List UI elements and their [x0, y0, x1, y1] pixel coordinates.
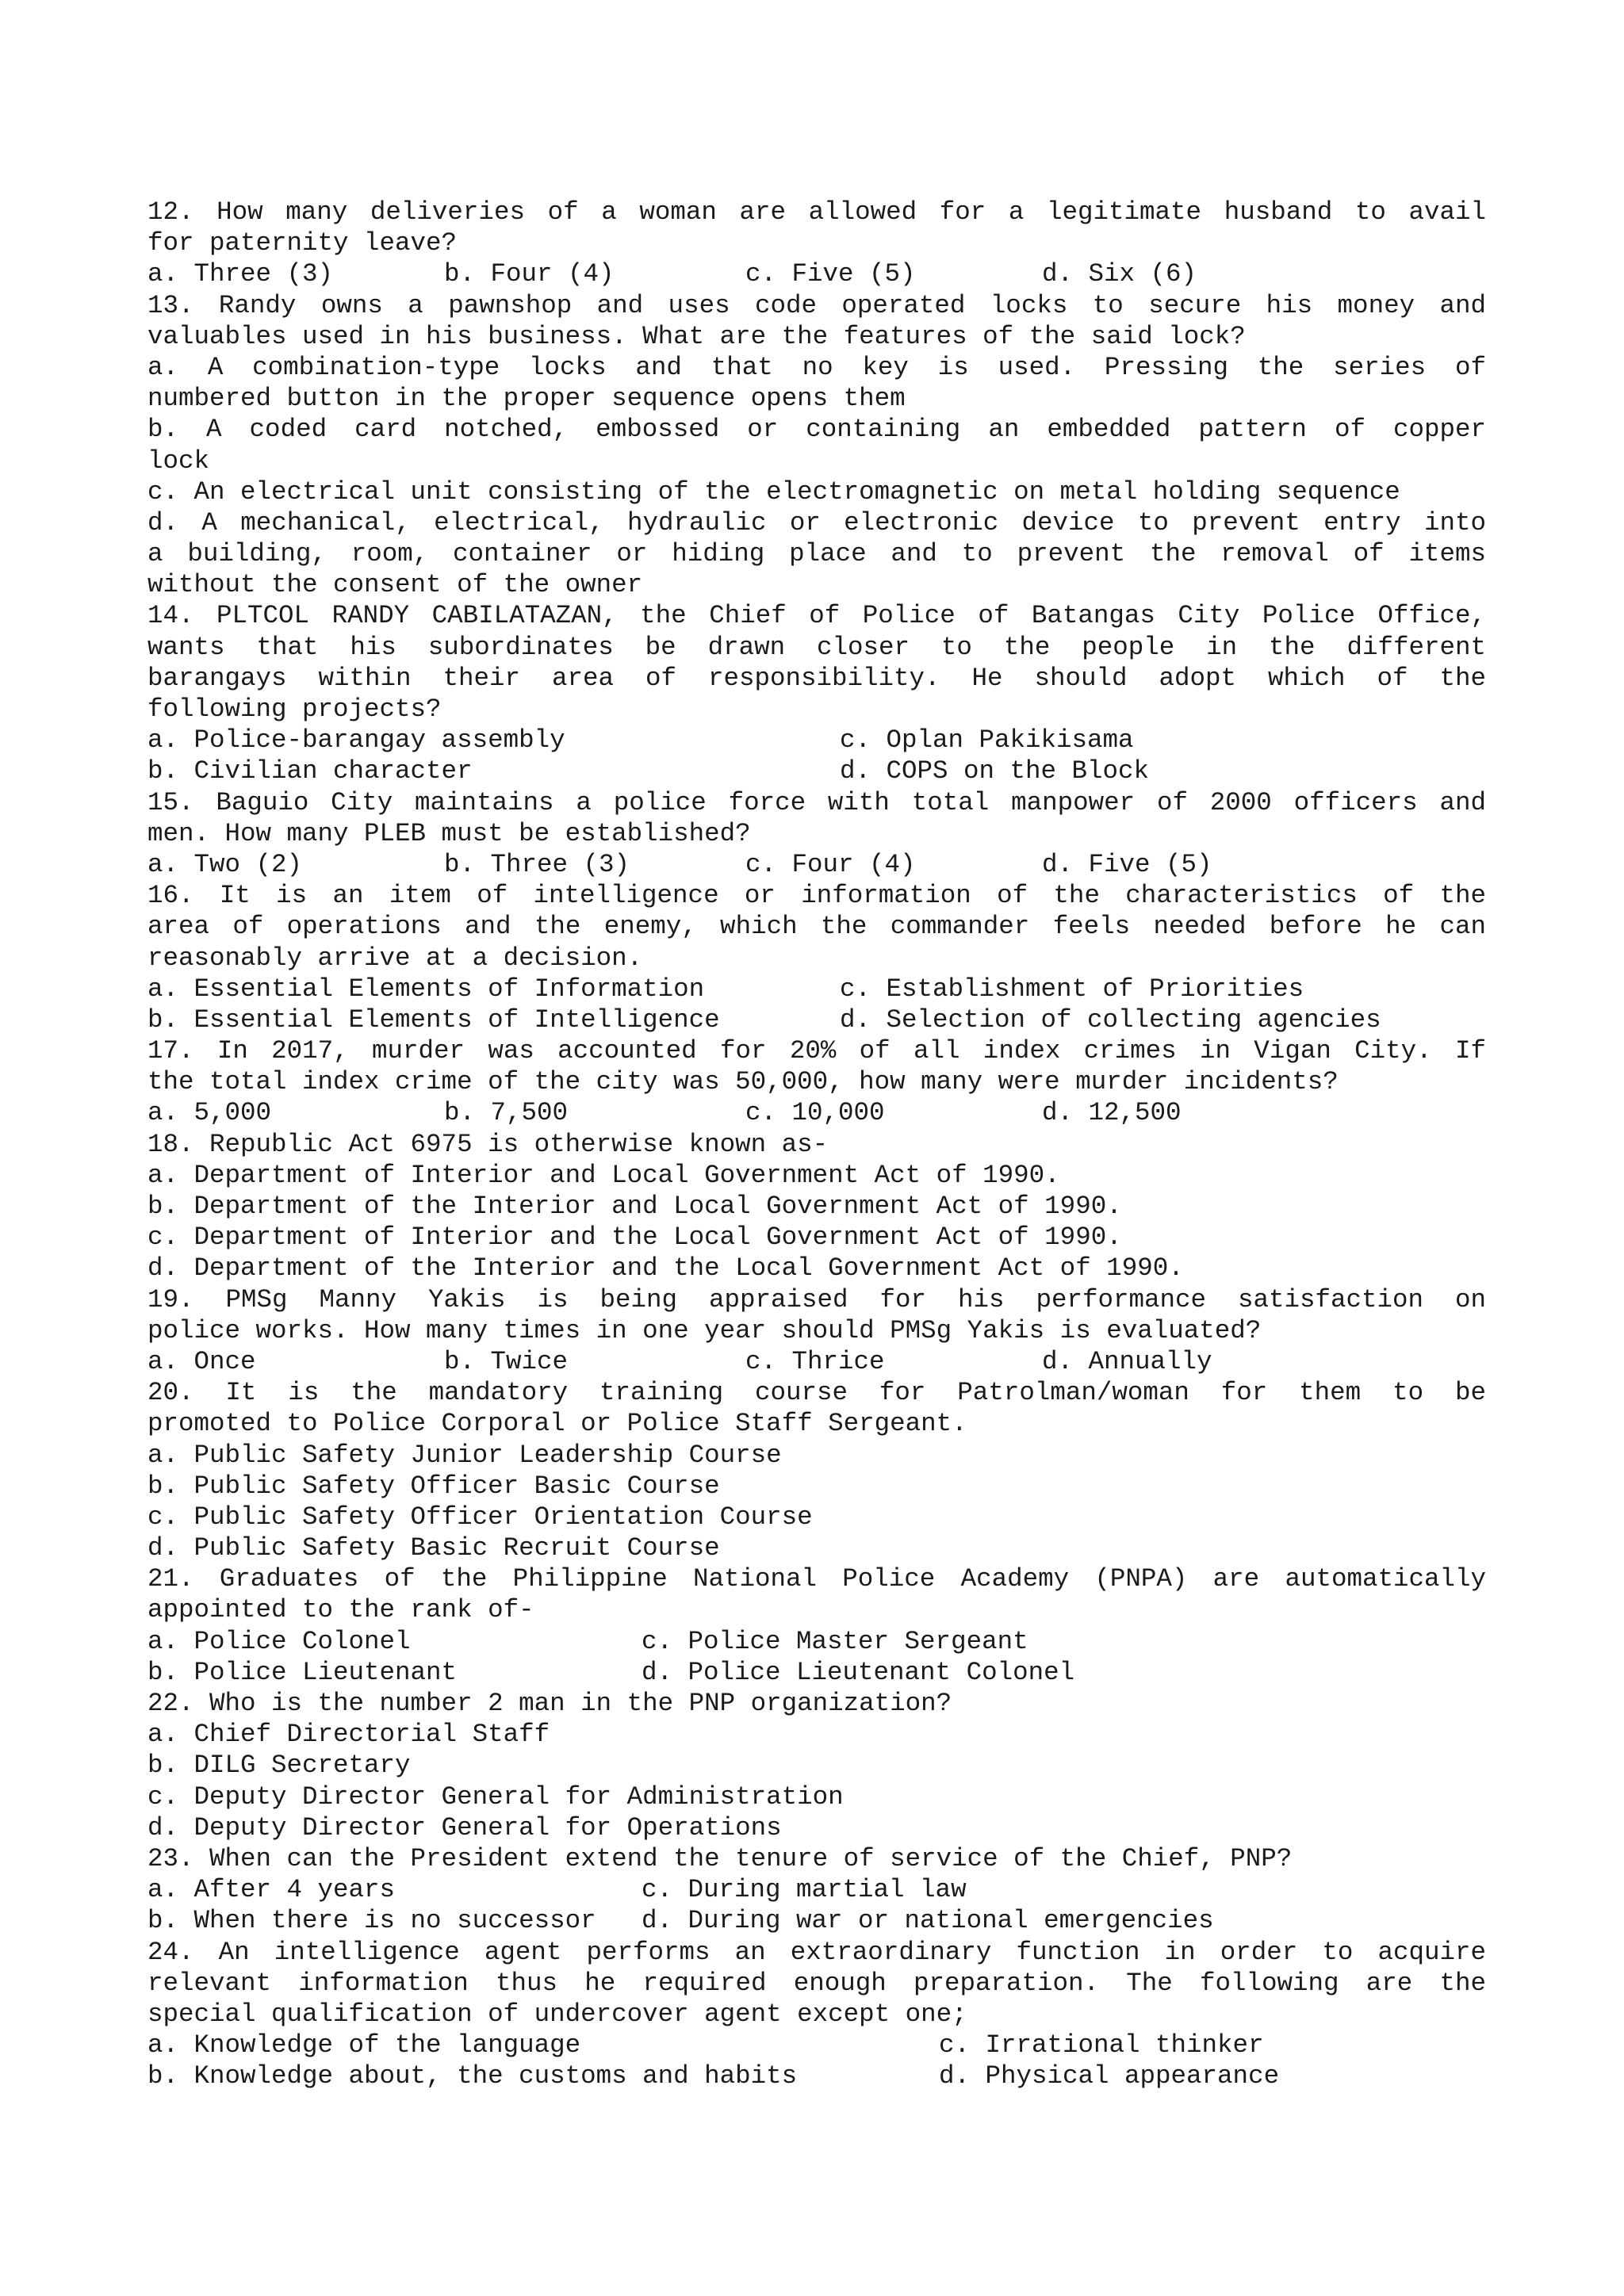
choices-row — [147, 1657, 1486, 1688]
question-12 — [147, 197, 1486, 290]
choice-d: d. Public Safety Basic Recruit Course — [147, 1533, 720, 1563]
question-stem: appointed to the rank of- — [147, 1595, 534, 1625]
choice-c: c. Four (4) — [745, 849, 916, 879]
choice-d: d. COPS on the Block — [840, 756, 1150, 786]
choice-b: b. Essential Elements of Intelligence — [147, 1004, 720, 1035]
choice-b: b. Three (3) — [444, 849, 630, 879]
question-stem: 18. Republic Act 6975 is otherwise known as- — [147, 1129, 829, 1159]
choices-row — [147, 1905, 1486, 1936]
question-24 — [147, 1937, 1486, 2092]
choice-d: d. Deputy Director General for Operations — [147, 1812, 782, 1843]
question-21 — [147, 1563, 1486, 1688]
choices-row — [147, 2061, 1486, 2091]
question-stem: barangays within their area of responsibility. He should adopt which of the — [147, 663, 1486, 693]
choices-row — [147, 1097, 1486, 1128]
choice-d: d. A mechanical, electrical, hydraulic or electronic device to prevent entry into — [147, 507, 1486, 538]
question-14 — [147, 600, 1486, 786]
choice-c: c. Irrational thinker — [939, 2030, 1264, 2061]
choice-c: c. Police Master Sergeant — [642, 1626, 1028, 1656]
question-stem: following projects? — [147, 695, 442, 724]
choice-b: lock — [147, 446, 210, 476]
choice-a: a. Two (2) — [147, 849, 303, 879]
question-stem: 20. It is the mandatory training course for Patrolman/woman for them to be — [147, 1378, 1486, 1408]
question-13 — [147, 290, 1486, 601]
choice-a: a. Chief Directorial Staff — [147, 1720, 550, 1750]
choice-d: d. 12,500 — [1042, 1098, 1182, 1128]
question-stem: 15. Baguio City maintains a police force with total manpower of 2000 officers and — [147, 787, 1486, 817]
choice-b: b. DILG Secretary — [147, 1751, 411, 1781]
question-stem: 13. Randy owns a pawnshop and uses code operated locks to secure his money and — [147, 290, 1486, 320]
question-17 — [147, 1035, 1486, 1129]
choice-d: d. Department of the Interior and the Local Government Act of 1990. — [147, 1253, 1184, 1284]
question-stem: 21. Graduates of the Philippine National Police Academy (PNPA) are automatically — [147, 1564, 1486, 1594]
choice-a: a. 5,000 — [147, 1098, 272, 1128]
question-stem: area of operations and the enemy, which the commander feels needed before he can — [147, 912, 1486, 942]
question-stem: wants that his subordinates be drawn closer to the people in the different — [147, 632, 1486, 662]
choice-a: a. Police-barangay assembly — [147, 725, 565, 756]
choice-a: a. Knowledge of the language — [147, 2030, 581, 2061]
choices-row — [147, 849, 1486, 880]
question-stem: valuables used in his business. What are the features of the said lock? — [147, 321, 1246, 351]
choice-a: a. After 4 years — [147, 1875, 396, 1905]
question-stem: for paternity leave? — [147, 228, 458, 258]
choice-c: c. Establishment of Priorities — [840, 974, 1304, 1004]
choices-row — [147, 1874, 1486, 1905]
choice-c: c. Oplan Pakikisama — [840, 725, 1134, 756]
choice-d: d. Physical appearance — [939, 2061, 1280, 2091]
choice-a: a. Department of Interior and Local Government Act of 1990. — [147, 1160, 1060, 1190]
choice-c: c. During martial law — [642, 1875, 967, 1905]
question-19 — [147, 1284, 1486, 1378]
question-stem: 12. How many deliveries of a woman are allowed for a legitimate husband to avail — [147, 197, 1486, 227]
question-stem: men. How many PLEB must be established? — [147, 818, 751, 848]
question-16 — [147, 880, 1486, 1035]
question-stem: special qualification of undercover agent except one; — [147, 1999, 967, 2029]
question-15 — [147, 787, 1486, 881]
choices-row — [147, 974, 1486, 1004]
choice-c: c. Thrice — [745, 1346, 885, 1376]
choice-a: a. Once — [147, 1346, 256, 1376]
choice-d: d. Annually — [1042, 1346, 1212, 1376]
choice-d: d. During war or national emergencies — [642, 1906, 1214, 1936]
choices-row — [147, 2030, 1486, 2061]
choice-b: b. Police Lieutenant — [147, 1657, 458, 1687]
choices-row — [147, 1004, 1486, 1035]
question-stem: promoted to Police Corporal or Police Staff Sergeant. — [147, 1409, 967, 1439]
question-18 — [147, 1129, 1486, 1284]
choice-b: b. Department of the Interior and Local Government Act of 1990. — [147, 1192, 1122, 1221]
choice-a: numbered button in the proper sequence opens them — [147, 384, 906, 414]
question-stem: 17. In 2017, murder was accounted for 20% of all index crimes in Vigan City. If — [147, 1036, 1486, 1066]
choice-c: c. An electrical unit consisting of the electromagnetic on metal holding sequence — [147, 476, 1400, 507]
exam-page — [147, 197, 1486, 2091]
choice-c: c. Deputy Director General for Administration — [147, 1781, 844, 1812]
choice-b: b. Civilian character — [147, 756, 473, 786]
choice-b: b. When there is no successor — [147, 1906, 596, 1936]
choice-b: b. A coded card notched, embossed or containing an embedded pattern of copper — [147, 415, 1486, 445]
choice-a: a. Essential Elements of Information — [147, 974, 705, 1004]
choices-row — [147, 756, 1486, 786]
question-stem: 23. When can the President extend the tenure of service of the Chief, PNP? — [147, 1843, 1293, 1873]
choice-b: b. Public Safety Officer Basic Course — [147, 1471, 720, 1501]
choice-c: c. Five (5) — [745, 259, 916, 289]
choice-c: c. Department of Interior and the Local Government Act of 1990. — [147, 1223, 1122, 1253]
choices-row — [147, 258, 1486, 289]
choice-d: d. Six (6) — [1042, 259, 1197, 289]
question-23 — [147, 1843, 1486, 1937]
choice-b: b. Twice — [444, 1346, 569, 1376]
choice-d: d. Selection of collecting agencies — [840, 1004, 1381, 1035]
choice-b: b. Four (4) — [444, 259, 615, 289]
question-stem: the total index crime of the city was 50,000, how many were murder incidents? — [147, 1067, 1339, 1097]
choice-c: c. Public Safety Officer Orientation Course — [147, 1502, 813, 1532]
choice-a: a. A combination-type locks and that no key is used. Pressing the series of — [147, 352, 1486, 382]
question-stem: 16. It is an item of intelligence or information of the characteristics of the — [147, 881, 1486, 911]
choice-d: d. Five (5) — [1042, 849, 1212, 879]
choices-row — [147, 1626, 1486, 1657]
question-stem: reasonably arrive at a decision. — [147, 943, 643, 973]
question-stem: 14. PLTCOL RANDY CABILATAZAN, the Chief of Police of Batangas City Police Office, — [147, 601, 1486, 631]
choices-row — [147, 725, 1486, 756]
choice-d: d. Police Lieutenant Colonel — [642, 1657, 1075, 1687]
choice-d: without the consent of the owner — [147, 570, 643, 600]
choice-a: a. Police Colonel — [147, 1626, 411, 1656]
choice-d: a building, room, container or hiding place and to prevent the removal of items — [147, 539, 1486, 569]
question-stem: relevant information thus he required enough preparation. The following are the — [147, 1968, 1486, 1998]
choices-row — [147, 1346, 1486, 1377]
question-stem: police works. How many times in one year should PMSg Yakis is evaluated? — [147, 1315, 1262, 1345]
question-20 — [147, 1377, 1486, 1563]
choice-b: b. Knowledge about, the customs and habits — [147, 2061, 798, 2091]
choice-a: a. Three (3) — [147, 259, 334, 289]
choice-a: a. Public Safety Junior Leadership Course — [147, 1440, 782, 1470]
question-22 — [147, 1688, 1486, 1843]
question-stem: 22. Who is the number 2 man in the PNP organization? — [147, 1689, 952, 1718]
question-stem: 19. PMSg Manny Yakis is being appraised for his performance satisfaction on — [147, 1284, 1486, 1314]
choice-c: c. 10,000 — [745, 1098, 885, 1128]
question-stem: 24. An intelligence agent performs an extraordinary function in order to acquire — [147, 1937, 1486, 1967]
choice-b: b. 7,500 — [444, 1098, 569, 1128]
